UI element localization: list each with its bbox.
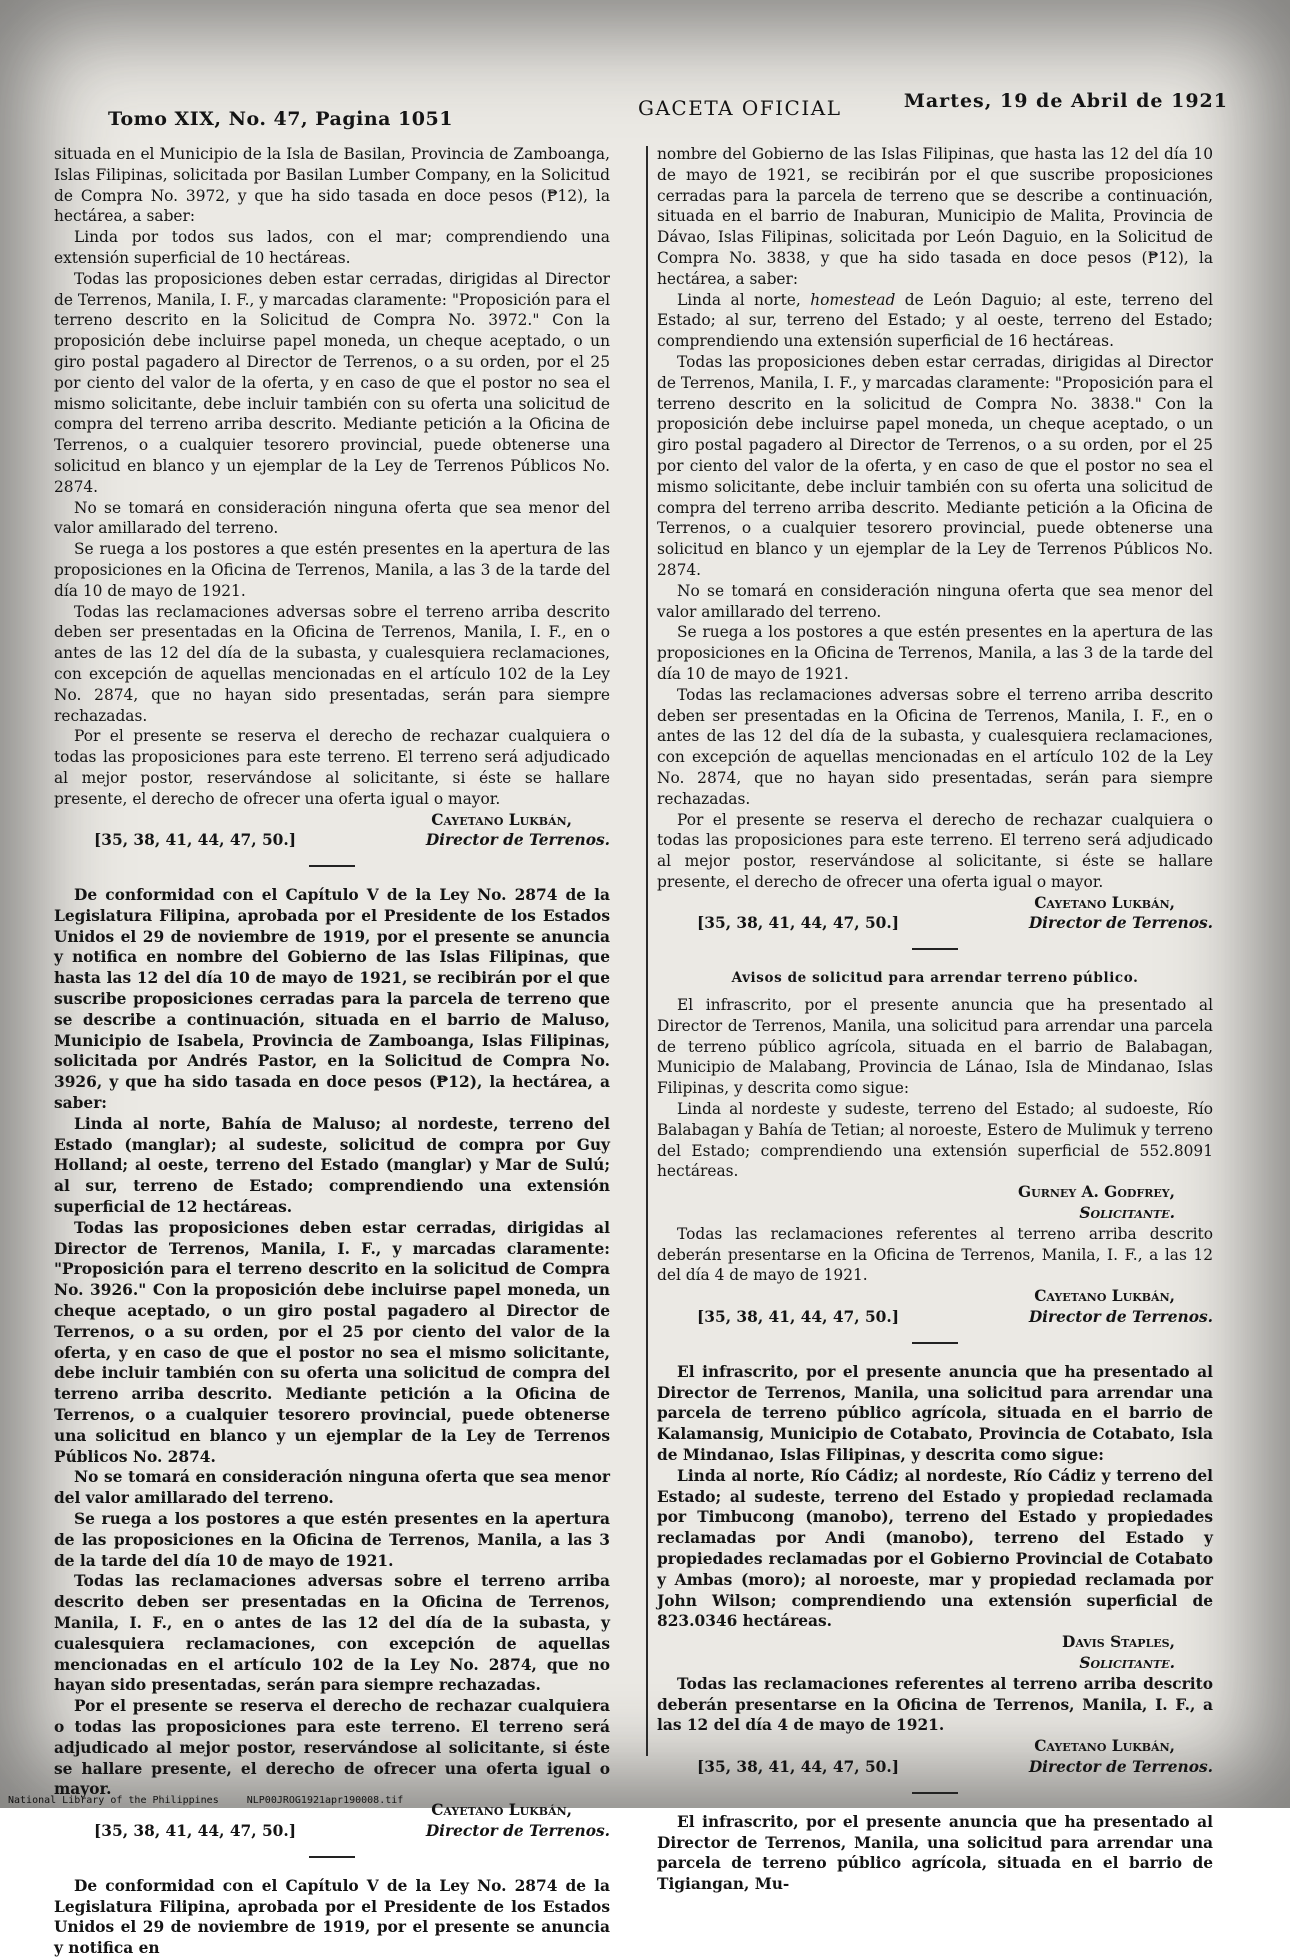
notice-paragraph: nombre del Gobierno de las Islas Filipinas, que hasta las 12 del día 10 de mayo de 1921, se recibirán por el que suscribe proposiciones cerradas para la parcela de terreno que se describe a continuación, situada en el barrio de Inaburan, Municipio de Malita, Provincia de Dávao, Islas Filipinas, solicitada por León Daguio, en la Solicitud de Compra No. 3838, y que ha sido tasada en doce pesos (₱12), la hectárea, a saber: — [657, 145, 1213, 288]
notice-paragraph: El infrascrito, por el presente anuncia que ha presentado al Director de Terrenos, Manila, una solicitud para arrendar una parcela de terreno público agrícola, situada en el barrio de Tigiangan, Mu- — [657, 1812, 1213, 1894]
section-title: Avisos de solicitud para arrendar terreno público. — [731, 970, 1139, 987]
notice-paragraph: Por el presente se reserva el derecho de rechazar cualquiera o todas las proposiciones para este terreno. El terreno será adjudicado al mejor postor, reservándose al solicitante, si éste se hallare presente, el derecho de ofrecer una oferta igual o mayor. — [54, 1697, 610, 1799]
notice-paragraph: Linda por todos sus lados, con el mar; comprendiendo una extensión superficial de 10 hectáreas. — [54, 228, 610, 267]
notice-paragraph: Todas las proposiciones deben estar cerradas, dirigidas al Director de Terrenos, Manila, I. F., y marcadas claramente: "Proposición para el terreno descrito en la Solicitud de Compra No. 3972." Con la proposición debe incluirse papel moneda, un cheque aceptado, o un giro postal pagadero al Director de Terrenos, o a su orden, por el 25 por ciento del valor de la oferta, y en caso de que el postor no sea el mismo solicitante, debe incluir también con su oferta una solicitud de compra del terreno arriba descrito. Mediante petición a la Oficina de Terrenos, o a cualquier tesorero provincial, puede obtenerse una solicitud en blanco y un ejemplar de la Ley de Terrenos Públicos No. 2874. — [54, 269, 610, 496]
separator-dash — [912, 1342, 958, 1344]
signature-line — [657, 913, 1213, 934]
signatory-name: Cayetano Lukbán, — [431, 810, 572, 829]
notice-paragraph: Todas las proposiciones deben estar cerradas, dirigidas al Director de Terrenos, Manila, I. F., y marcadas claramente: "Proposición para el terreno descrito en la solicitud de Compra No. 3838." Con la proposición debe incluirse papel moneda, un cheque aceptado, o un giro postal pagadero al Director de Terrenos, o a su orden, por el 25 por ciento del valor de la oferta, y en caso de que el postor no sea el mismo solicitante, debe incluir también con su oferta una solicitud de compra del terreno arriba descrito. Mediante petición a la Oficina de Terrenos, o a cualquier tesorero provincial, puede obtenerse una solicitud en blanco y un ejemplar de la Ley de Terrenos Públicos No. 2874. — [657, 352, 1213, 579]
notice-paragraph: Por el presente se reserva el derecho de rechazar cualquiera o todas las proposiciones para este terreno. El terreno será adjudicado al mejor postor, reservándose al solicitante, si éste se hallare presente, el derecho de ofrecer una oferta igual o mayor. — [657, 810, 1213, 891]
notice-paragraph: Linda al norte, Río Cádiz; al nordeste, Río Cádiz y terreno del Estado; al sudeste, terreno del Estado y propiedad reclamada por Timbucong (manobo), terreno del Estado y propiedades reclamadas por Andi (manobo), terreno del Estado y propiedades reclamadas por el Gobierno Provincial de Cotabato y Ambas (moro); al noroeste, mar y propiedad reclamada por John Wilson; comprendiendo una extensión superficial de 823.0346 hectáreas. — [657, 1466, 1213, 1631]
notice-paragraph: Todas las reclamaciones referentes al terreno arriba descrito deberán presentarse en la Oficina de Terrenos, Manila, I. F., a las 12 del día 4 de mayo de 1921. — [657, 1224, 1213, 1285]
boundary-text: de León Daguio; al este, terreno del Estado; al sur, terreno del Estado; y al oeste, terreno del Estado; comprendiendo una extensión superficial de 16 hectáreas. — [657, 290, 1213, 351]
scan-filename: NLP00JROG1921apr190008.tif — [246, 1795, 404, 1806]
notice-paragraph: Todas las reclamaciones adversas sobre el terreno arriba descrito deben ser presentadas en la Oficina de Terrenos, Manila, I. F., en o antes de las 12 del día de la subasta, y cualesquiera reclamaciones, con excepción de aquellas mencionadas en el artículo 102 de la Ley No. 2874, que no hayan sido presentadas, serán para siempre rechazadas. — [54, 602, 610, 725]
notice-paragraph: Todas las reclamaciones referentes al terreno arriba descrito deberán presentarse en la Oficina de Terrenos, Manila, I. F., a las 12 del día 4 de mayo de 1921. — [657, 1674, 1213, 1735]
notice-tigiangan — [657, 1812, 1213, 1895]
signatory-title: Director de Terrenos. — [425, 1821, 610, 1840]
notice-maluso — [54, 885, 610, 1842]
notice-kalamansig — [657, 1362, 1213, 1778]
scan-footer — [8, 1795, 425, 1806]
notice-paragraph: Se ruega a los postores a que estén presentes en la apertura de las proposiciones en la Oficina de Terrenos, Manila, a las 3 de la tarde del día 10 de mayo de 1921. — [657, 623, 1213, 683]
notice-paragraph: Se ruega a los postores a que estén presentes en la apertura de las proposiciones en la Oficina de Terrenos, Manila, a las 3 de la tarde del día 10 de mayo de 1921. — [54, 540, 610, 600]
library-credit: National Library of the Philippines — [8, 1795, 219, 1806]
signatory-title: Director de Terrenos. — [425, 831, 610, 850]
applicant-name: Gurney A. Godfrey, — [1018, 1183, 1175, 1202]
notice-basilan — [54, 144, 610, 851]
homestead-term: homestead — [810, 290, 896, 309]
notice-paragraph: De conformidad con el Capítulo V de la Ley No. 2874 de la Legislatura Filipina, aprobada por el Presidente de los Estados Unidos el 29 de noviembre de 1919, por el presente se anuncia y notifica en — [54, 1876, 610, 1958]
issue-date: Martes, 19 de Abril de 1921 — [903, 90, 1228, 112]
notice-paragraph: Linda al nordeste y sudeste, terreno del Estado; al sudoeste, Río Balabagan y Bahía de Tetian; al noroeste, Estero de Mulimuk y terreno del Estado; comprendiendo una extensión superficial de 552.8091 hectáreas. — [657, 1100, 1213, 1181]
volume-page-label: Tomo XIX, No. 47, Pagina 1051 — [108, 108, 453, 130]
issue-references: [35, 38, 41, 44, 47, 50.] — [697, 1308, 900, 1327]
notice-paragraph: Todas las proposiciones deben estar cerradas, dirigidas al Director de Terrenos, Manila, I. F., y marcadas claramente: "Proposición para el terreno descrito en la solicitud de Compra No. 3926." Con la proposición debe incluirse papel moneda, un cheque aceptado, o un giro postal pagadero al Director de Terrenos, o a su orden, por el 25 por ciento del valor de la oferta, y en caso de que el postor no sea el mismo solicitante, debe incluir también con su oferta una solicitud de compra del terreno arriba descrito. Mediante petición a la Oficina de Terrenos, o a cualquier tesorero provincial, puede obtenerse una solicitud en blanco y un ejemplar de la Ley de Terrenos Públicos No. 2874. — [54, 1218, 610, 1466]
signatory-title: Director de Terrenos. — [1028, 914, 1213, 933]
notice-paragraph: Se ruega a los postores a que estén presentes en la apertura de las proposiciones en la Oficina de Terrenos, Manila, a las 3 de la tarde del día 10 de mayo de 1921. — [54, 1510, 610, 1570]
left-column — [54, 144, 610, 1959]
gazette-title: GACETA OFICIAL — [638, 96, 842, 120]
signatory-name: Cayetano Lukbán, — [1034, 1737, 1175, 1756]
notice-paragraph: Todas las reclamaciones adversas sobre el terreno arriba descrito deben ser presentadas en la Oficina de Terrenos, Manila, I. F., en o antes de las 12 del día de la subasta, y cualesquiera reclamaciones, con excepción de aquellas mencionadas en el artículo 102 de la Ley No. 2874, que no hayan sido presentadas, serán para siempre rechazadas. — [54, 1572, 610, 1695]
notice-paragraph: Linda al norte, Bahía de Maluso; al nordeste, terreno del Estado (manglar); al sudeste, solicitud de compra por Guy Holland; al oeste, terreno del Estado (manglar) y Mar de Sulú; al sur, terreno de Estado; comprendiendo una extensión superficial de 12 hectáreas. — [54, 1114, 610, 1217]
issue-references: [35, 38, 41, 44, 47, 50.] — [94, 831, 297, 850]
signatory-name: Cayetano Lukbán, — [1034, 893, 1175, 912]
notice-continuation — [54, 1876, 610, 1959]
notice-inaburan — [657, 144, 1213, 934]
page-header — [108, 86, 1228, 130]
issue-references: [35, 38, 41, 44, 47, 50.] — [94, 1821, 297, 1840]
signature-line — [657, 1757, 1213, 1778]
signatory-name: Cayetano Lukbán, — [1034, 1287, 1175, 1306]
signatory-name: Cayetano Lukbán, — [431, 1801, 572, 1820]
separator-dash — [309, 1856, 355, 1858]
separator-dash — [912, 1792, 958, 1794]
signature-line — [54, 1821, 610, 1842]
applicant-name: Davis Staples, — [1062, 1633, 1175, 1652]
notice-paragraph — [657, 290, 1213, 352]
applicant-title: Solicitante. — [1079, 1204, 1175, 1223]
notice-paragraph: De conformidad con el Capítulo V de la Ley No. 2874 de la Legislatura Filipina, aprobada por el Presidente de los Estados Unidos el 29 de noviembre de 1919, por el presente se anuncia y notifica en nombre del Gobierno de las Islas Filipinas, que hasta las 12 del día 10 de mayo de 1921, se recibirán por el que suscribe proposiciones cerradas para la parcela de terreno que se describe a continuación, situada en el barrio de Maluso, Municipio de Isabela, Provincia de Zamboanga, Islas Filipinas, solicitada por Andrés Pastor, en la Solicitud de Compra No. 3926, y que ha sido tasada en doce pesos (₱12), la hectárea, a saber: — [54, 886, 610, 1113]
signatory-title: Director de Terrenos. — [1028, 1308, 1213, 1327]
applicant-title: Solicitante. — [1079, 1653, 1175, 1672]
notice-paragraph: No se tomará en consideración ninguna oferta que sea menor del valor amillarado del terreno. — [657, 581, 1213, 621]
notice-paragraph: No se tomará en consideración ninguna oferta que sea menor del valor amillarado del terreno. — [54, 1468, 610, 1508]
notice-paragraph: El infrascrito, por el presente anuncia que ha presentado al Director de Terrenos, Manila, una solicitud para arrendar una parcela de terreno público agrícola, situada en el barrio de Kalamansig, Municipio de Cotabato, Provincia de Cotabato, Isla de Mindanao, Islas Filipinas, y descrita como sigue: — [657, 1362, 1213, 1465]
notice-paragraph: El infrascrito, por el presente anuncia que ha presentado al Director de Terrenos, Manila, una solicitud para arrendar una parcela de terreno público agrícola, situada en el barrio de Balabagan, Municipio de Malabang, Provincia de Lánao, Isla de Mindanao, Islas Filipinas, y descrita como sigue: — [657, 996, 1213, 1098]
separator-dash — [912, 948, 958, 950]
separator-dash — [309, 865, 355, 867]
boundary-text: Linda al norte, — [677, 290, 811, 309]
right-column — [657, 144, 1213, 1895]
notice-paragraph: situada en el Municipio de la Isla de Basilan, Provincia de Zamboanga, Islas Filipinas, solicitada por Basilan Lumber Company, en la Solicitud de Compra No. 3972, y que ha sido tasada en doce pesos (₱12), la hectárea, a saber: — [54, 145, 610, 226]
signature-line — [54, 830, 610, 851]
column-divider — [646, 146, 648, 1756]
issue-references: [35, 38, 41, 44, 47, 50.] — [697, 1757, 900, 1776]
notice-paragraph: Por el presente se reserva el derecho de rechazar cualquiera o todas las proposiciones para este terreno. El terreno será adjudicado al mejor postor, reservándose al solicitante, si éste se hallare presente, el derecho de ofrecer una oferta igual o mayor. — [54, 727, 610, 808]
notice-paragraph: Todas las reclamaciones adversas sobre el terreno arriba descrito deben ser presentadas en la Oficina de Terrenos, Manila, I. F., en o antes de las 12 del día de la subasta, y cualesquiera reclamaciones, con excepción de aquellas mencionadas en el artículo 102 de la Ley No. 2874, que no hayan sido presentadas, serán para siempre rechazadas. — [657, 685, 1213, 808]
notice-paragraph: No se tomará en consideración ninguna oferta que sea menor del valor amillarado del terreno. — [54, 498, 610, 538]
signature-line — [657, 1307, 1213, 1328]
notice-balabagan — [657, 995, 1213, 1328]
signatory-title: Director de Terrenos. — [1028, 1757, 1213, 1776]
issue-references: [35, 38, 41, 44, 47, 50.] — [697, 914, 900, 933]
